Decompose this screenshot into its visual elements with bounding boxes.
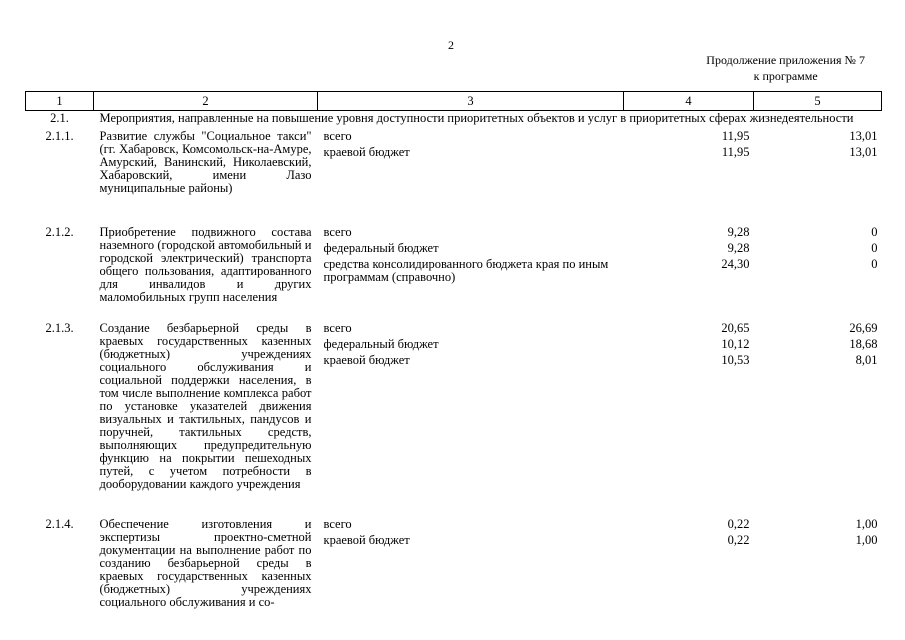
source-label: всего [323, 225, 352, 239]
column-header-1: 1 [26, 92, 94, 111]
row-values-col5 [754, 129, 882, 225]
column-header-4: 4 [624, 92, 754, 111]
row-number: 2.1.2. [45, 225, 74, 239]
value-col5: 1,00 [855, 517, 878, 531]
value-col4: 24,30 [721, 257, 750, 271]
row-description: Приобретение подвижного состава наземного (городской автомобильный и городской электрический) транспорта общего пользования, адаптированного для инвалидов и других маломобильных групп населения [99, 225, 312, 304]
table-row [26, 225, 882, 321]
row-values-col4 [624, 129, 754, 225]
value-col4: 20,65 [721, 321, 750, 335]
source-label: всего [323, 321, 352, 335]
row-values-col5 [754, 321, 882, 517]
value-col5: 0 [871, 257, 878, 271]
row-sources [318, 129, 624, 225]
source-label: краевой бюджет [323, 353, 410, 367]
row-values-col4 [624, 517, 754, 609]
value-col5: 1,00 [855, 533, 878, 547]
value-col4: 11,95 [721, 145, 750, 159]
value-col4: 10,12 [721, 337, 750, 351]
section-title: Мероприятия, направленные на повышение уровня доступности приоритетных объектов и услуг в приоритетных сферах жизнедеятельности [99, 111, 854, 125]
row-number: 2.1.3. [45, 321, 74, 335]
source-label: краевой бюджет [323, 533, 410, 547]
row-values-col5 [754, 517, 882, 609]
section-row [26, 111, 882, 130]
value-col4: 10,53 [721, 353, 750, 367]
row-values-col4 [624, 321, 754, 517]
row-number: 2.1.4. [45, 517, 74, 531]
value-col4: 0,22 [727, 517, 750, 531]
value-col4: 11,95 [721, 129, 750, 143]
value-col5: 13,01 [849, 145, 878, 159]
value-col5: 0 [871, 241, 878, 255]
section-number: 2.1. [50, 111, 69, 125]
table-row [26, 321, 882, 517]
source-label: краевой бюджет [323, 145, 410, 159]
value-col5: 26,69 [849, 321, 878, 335]
program-table [25, 91, 882, 609]
table-row [26, 517, 882, 609]
value-col5: 18,68 [849, 337, 878, 351]
value-col5: 8,01 [855, 353, 878, 367]
column-header-2: 2 [94, 92, 318, 111]
value-col4: 9,28 [727, 225, 750, 239]
source-label: федеральный бюджет [323, 337, 439, 351]
row-values-col5 [754, 225, 882, 321]
appendix-header [706, 52, 865, 84]
source-label: федеральный бюджет [323, 241, 439, 255]
value-col5: 0 [871, 225, 878, 239]
row-description: Развитие службы "Социальное такси" (гг. Хабаровск, Комсомольск-на-Амуре, Амурский, Ванинский, Николаевский, Хабаровский, имени Лазо муниципальные районы) [99, 129, 312, 195]
row-description: Создание безбарьерной среды в краевых государственных казенных (бюджетных) учреждениях социального обслуживания и социальной поддержки населения, в том числе выполнение комплекса работ по установке указателей движения визуальных и тактильных, пандусов и поручней, тактильных средств, выполняющих предупредительную функцию на покрытии пешеходных путей, с учетом потребности в дооборудовании каждого учреждения [99, 321, 312, 491]
value-col5: 13,01 [849, 129, 878, 143]
column-header-5: 5 [754, 92, 882, 111]
value-col4: 9,28 [727, 241, 750, 255]
row-number: 2.1.1. [45, 129, 74, 143]
value-col4: 0,22 [727, 533, 750, 547]
appendix-program: к программе [753, 69, 818, 83]
source-label: всего [323, 129, 352, 143]
row-values-col4 [624, 225, 754, 321]
row-sources [318, 321, 624, 517]
row-sources [318, 517, 624, 609]
column-number-row [26, 92, 882, 111]
appendix-continuation: Продолжение приложения № 7 [706, 53, 865, 67]
table-row [26, 129, 882, 225]
row-description: Обеспечение изготовления и экспертизы проектно-сметной документации на выполнение работ по созданию безбарьерной среды в краевых государственных казенных (бюджетных) учреждениях социального обслуживания и со- [99, 517, 312, 609]
column-header-3: 3 [318, 92, 624, 111]
source-label: всего [323, 517, 352, 531]
source-label: средства консолидированного бюджета края по иным программам (справочно) [323, 257, 609, 284]
page-number: 2 [448, 38, 454, 52]
row-sources [318, 225, 624, 321]
